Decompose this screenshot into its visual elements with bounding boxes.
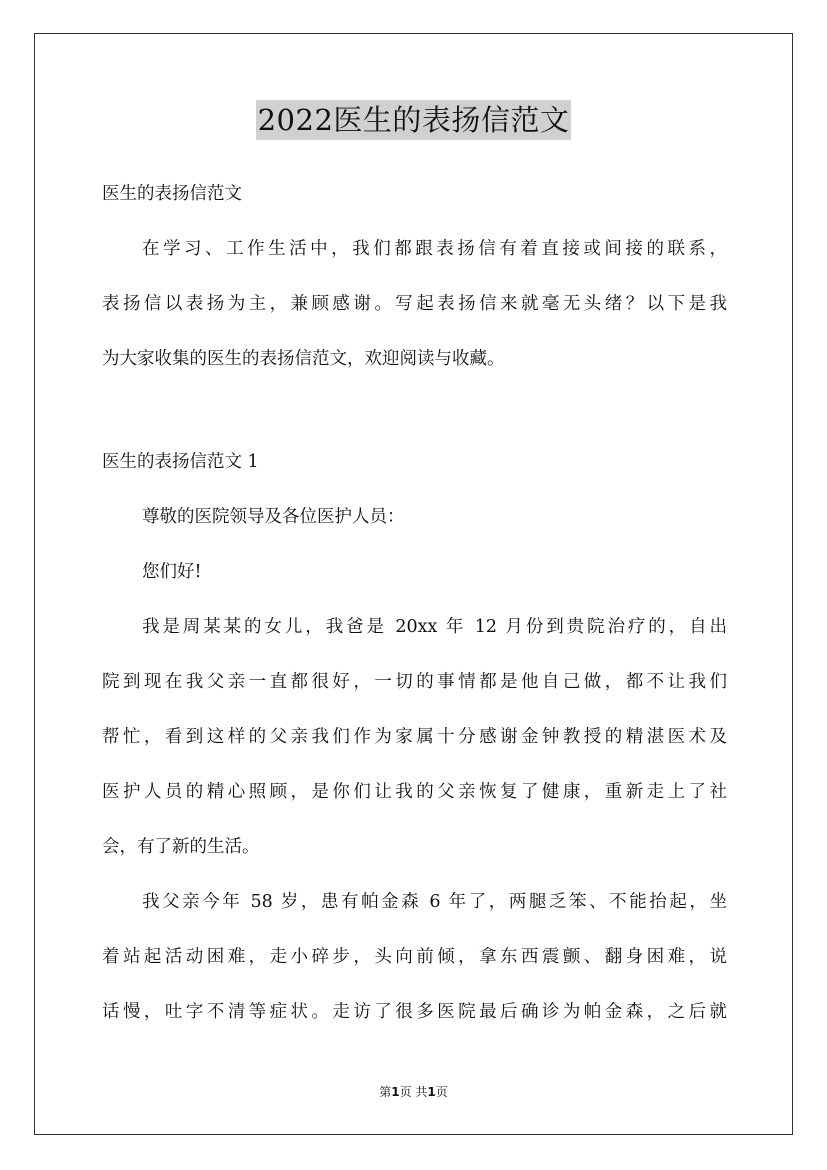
paragraph-line: 我父亲今年 58 岁，患有帕金森 6 年了，两腿乏笨、不能抬起，坐 [142,892,727,912]
section-heading: 医生的表扬信范文 1 [102,452,259,472]
current-page-number: 1 [391,1085,400,1099]
page-footer [0,1083,827,1100]
paragraph-line: 我是周某某的女儿，我爸是 20xx 年 12 月份到贵院治疗的，自出 [142,617,727,637]
total-pages-number: 1 [427,1085,436,1099]
paragraph-line: 话慢，吐字不清等症状。走访了很多医院最后确诊为帕金森，之后就 [102,1002,727,1022]
paragraph-line: 院到现在我父亲一直都很好，一切的事情都是他自己做，都不让我们 [102,672,727,692]
intro-line: 为大家收集的医生的表扬信范文，欢迎阅读与收藏。 [102,349,505,369]
paragraph-line: 着站起活动困难，走小碎步，头向前倾，拿东西震颤、翻身困难，说 [102,947,727,967]
page-label-prefix: 第 [379,1085,392,1099]
page-label-suffix: 页 [435,1085,448,1099]
subtitle: 医生的表扬信范文 [102,184,242,204]
paragraph-line: 帮忙，看到这样的父亲我们作为家属十分感谢金钟教授的精湛医术及 [102,727,727,747]
paragraph-line: 医护人员的精心照顾，是你们让我的父亲恢复了健康，重新走上了社 [102,782,727,802]
greeting: 您们好! [142,562,202,582]
salutation: 尊敬的医院领导及各位医护人员： [142,507,405,527]
intro-line: 表扬信以表扬为主，兼顾感谢。写起表扬信来就毫无头绪？以下是我 [102,294,727,314]
title-container [0,100,827,140]
document-body [102,176,727,1049]
intro-line: 在学习、工作生活中，我们都跟表扬信有着直接或间接的联系， [142,239,727,259]
page-label-mid: 页 共 [399,1085,428,1099]
paragraph-line: 会，有了新的生活。 [102,837,260,857]
document-title: 2022医生的表扬信范文 [256,100,572,140]
section-gap [102,396,727,444]
